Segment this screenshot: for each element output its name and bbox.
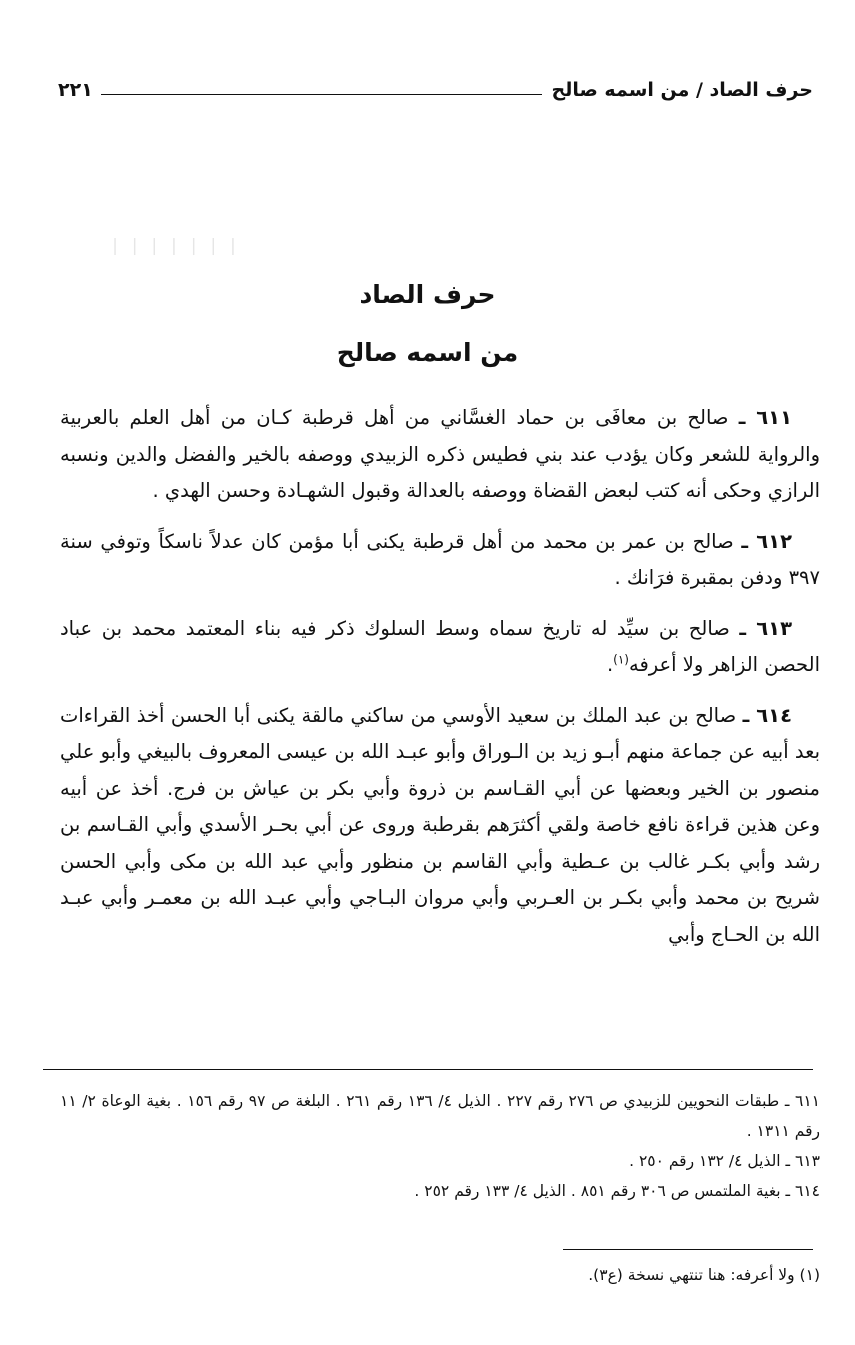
source-notes	[60, 1086, 820, 1206]
footnote-text: (١) ولا أعرفه: هنا تنتهي نسخة (ع٣).	[588, 1266, 820, 1284]
footnote	[60, 1260, 820, 1290]
entries-body	[60, 400, 820, 967]
entry-text: صالح بن عمر بن محمد من أهل قرطبة يكنى أبا مؤمن كان عدلاً ناسكاً وتوفي سنة ٣٩٧ ودفن بمقبرة فرَانك .	[60, 529, 820, 589]
name-heading: من اسمه صالح	[336, 338, 519, 367]
entry-612	[60, 524, 820, 597]
footnote-reference[interactable]: (١)	[613, 652, 629, 667]
entry-text: صالح بن معافَى بن حماد الغسَّاني من أهل قرطبة كـان من أهل العلم بالعربية والرواية للشعر وكان يؤدب عند بني فطيس ذكره الزبيدي ووصفه بالخير والفضل والدين ونسبه الرازي وحكى أنه كتب لبعض القضاة ووصفه بالعدالة وقبول الشهـادة وحسن الهدي .	[60, 406, 820, 502]
entry-text-end: .	[606, 653, 614, 676]
entry-number: ٦١٢ ـ	[741, 529, 792, 553]
entry-text: صالح بن عبد الملك بن سعيد الأوسي من ساكني مالقة يكنى أبا الحسن أخذ القراءات بعد أبيه عن جماعة منهم أبـو زيد بن الـوراق وأبو عبـد الله بن عيسى المعروف بالبيغي وأبو علي منصور بن الخير وبعضها عن أبي القـاسم بن ذروة وأبي بكر بن عياش بن فرج. أخذ عن أبيه وعن هذين قراءة نافع خاصة ولقي أكثرَهم بقرطبة وروى عن أبي بحـر الأسدي وأبي القـاسم بن رشد وأبي بكـر غالب بن عـطية وأبي القاسم بن منظور وأبي عبد الله بن مكى وأبي الحسن شريح بن محمد وأبي بكـر بن العـربي وأبي مروان البـاجي وأبي عبـد الله بن معمـر وأبي عبـد الله بن الحـاج وأبي	[60, 703, 820, 946]
source-note-613: ٦١٣ ـ الذيل ٤/ ١٣٢ رقم ٢٥٠ .	[629, 1152, 820, 1170]
entry-number: ٦١٣ ـ	[739, 616, 792, 640]
running-header-title: حرف الصاد / من اسمه صالح	[551, 79, 813, 101]
source-note-611: ٦١١ ـ طبقات النحويين للزبيدي ص ٢٧٦ رقم ٢٢٧ . الذيل ٤/ ١٣٦ رقم ٢٦١ . البلغة ص ٩٧ رقم ١٥٦ . بغية الوعاة ٢/ ١١ رقم ١٣١١ .	[60, 1092, 820, 1140]
letter-heading: حرف الصاد	[359, 280, 496, 309]
bleed-through-smudge: ❘ ❘ ❘ ❘ ❘ ❘ ❘	[107, 236, 240, 256]
entry-614	[60, 698, 820, 954]
sources-separator	[43, 1069, 813, 1070]
entry-613	[60, 611, 820, 684]
header-rule	[101, 94, 542, 95]
entry-number: ٦١١ ـ	[738, 406, 792, 429]
entry-number: ٦١٤ ـ	[742, 703, 792, 727]
source-note-614: ٦١٤ ـ بغية الملتمس ص ٣٠٦ رقم ٨٥١ . الذيل ٤/ ١٣٣ رقم ٢٥٢ .	[414, 1182, 820, 1200]
page-number: ٢٢١	[58, 79, 93, 101]
running-header	[58, 74, 813, 106]
entry-611	[60, 400, 820, 510]
entry-text: صالح بن سيِّد له تاريخ سماه وسط السلوك ذكر فيه بناء المعتمد محمد بن عباد الحصن الزاهر ولا أعرفه	[60, 616, 820, 676]
footnote-separator	[563, 1249, 813, 1250]
